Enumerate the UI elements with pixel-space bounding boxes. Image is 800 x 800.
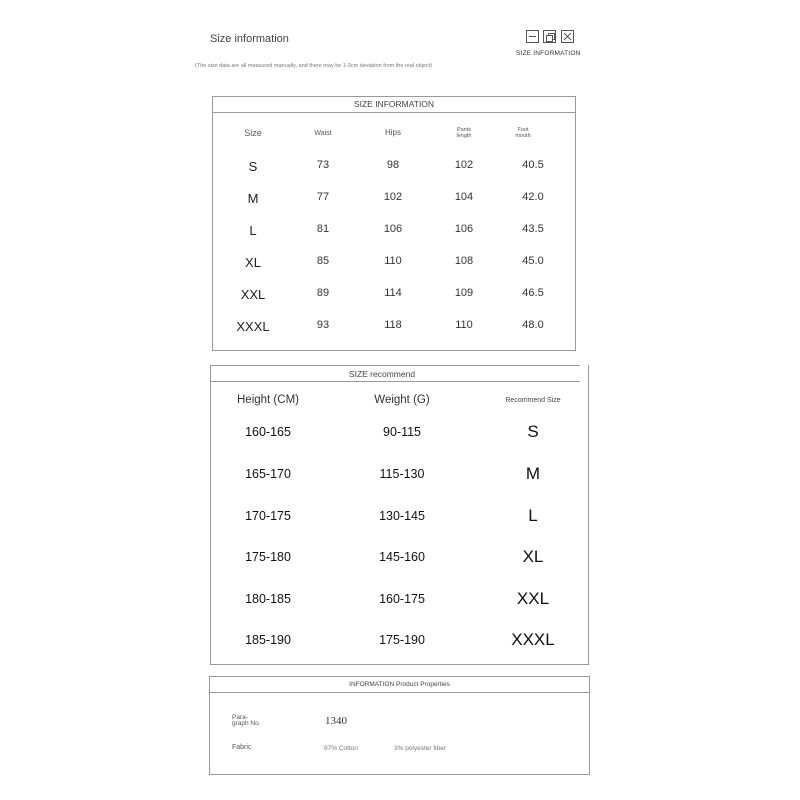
size-label: S — [248, 159, 258, 174]
fabric-label: Fabric — [232, 744, 252, 751]
minimize-icon[interactable] — [526, 30, 539, 43]
column-header-foot-mouth: Foot mouth — [515, 127, 531, 139]
page-title: Size information — [210, 33, 289, 45]
size-label: M — [247, 191, 259, 206]
close-icon[interactable] — [561, 30, 574, 43]
weight-range: 130-145 — [379, 509, 425, 523]
table-cell: 73 — [316, 159, 330, 171]
paragraph-number-label — [232, 715, 261, 727]
size-recommend-table — [210, 365, 589, 665]
height-range: 180-185 — [245, 592, 291, 606]
height-range: 165-170 — [245, 467, 291, 481]
table-cell: 48.0 — [522, 319, 544, 331]
table-cell: 102 — [383, 191, 403, 203]
maximize-icon[interactable] — [543, 30, 556, 43]
recommended-size: L — [528, 506, 538, 525]
recommended-size: XXL — [516, 589, 550, 608]
paragraph-number-value: 1340 — [325, 715, 347, 727]
column-header-recommend-size: Recommend Size — [505, 397, 561, 404]
table-cell: 106 — [383, 223, 403, 235]
table-cell: 40.5 — [522, 159, 544, 171]
table-cell: 118 — [384, 319, 402, 331]
height-range: 175-180 — [245, 550, 291, 564]
height-range: 160-165 — [245, 425, 291, 439]
size-label: L — [249, 223, 257, 238]
table-cell: 114 — [384, 287, 402, 299]
weight-range: 90-115 — [383, 425, 421, 439]
product-properties-panel — [209, 676, 590, 775]
table-cell: 45.0 — [522, 255, 544, 267]
fabric-value-polyester: 3% polyester fiber — [394, 745, 447, 752]
table-cell: 43.5 — [522, 223, 544, 235]
recommended-size: XXXL — [511, 630, 555, 649]
header-right-label: SIZE INFORMATION — [516, 50, 581, 57]
size-label: XXL — [240, 287, 266, 302]
paragraph-label-line-1: Para- — [232, 714, 248, 721]
weight-range: 145-160 — [379, 550, 425, 564]
table-cell: 42.0 — [522, 191, 544, 203]
column-header-hips: Hips — [384, 128, 401, 137]
product-properties-title: INFORMATION Product Properties — [210, 677, 589, 693]
weight-range: 175-190 — [379, 633, 425, 647]
column-header-pants-length: Pants length — [456, 127, 472, 139]
column-header-weight: Weight (G) — [374, 394, 430, 406]
recommended-size: XL — [522, 547, 544, 566]
table-cell: 46.5 — [522, 287, 544, 299]
table-cell: 85 — [316, 255, 330, 267]
size-information-title: SIZE INFORMATION — [213, 97, 575, 113]
table-cell: 89 — [316, 287, 330, 299]
size-recommend-title: SIZE recommend — [348, 369, 416, 379]
size-label: XL — [245, 255, 261, 270]
weight-range: 160-175 — [379, 592, 425, 606]
column-header-waist: Waist — [314, 130, 332, 137]
table-cell: 109 — [454, 287, 474, 299]
table-cell: 108 — [454, 255, 474, 267]
recommended-size: M — [525, 464, 541, 483]
column-header-size: Size — [244, 128, 262, 138]
fabric-value-cotton: 97% Cotton — [324, 745, 358, 752]
size-information-table — [212, 96, 576, 351]
measurement-note: (The size data are all measured manually, and there may be 1-3cm deviation from the real object) — [195, 63, 433, 69]
table-cell: 106 — [454, 223, 474, 235]
size-label: XXXL — [236, 319, 270, 334]
paragraph-label-line-2: graph No. — [232, 720, 261, 727]
table-cell: 93 — [316, 319, 330, 331]
table-cell: 110 — [455, 319, 473, 331]
height-range: 170-175 — [245, 509, 291, 523]
weight-range: 115-130 — [379, 467, 425, 481]
table-cell: 98 — [386, 159, 400, 171]
table-cell: 77 — [316, 191, 330, 203]
table-cell: 81 — [316, 223, 330, 235]
height-range: 185-190 — [245, 633, 291, 647]
table-cell: 110 — [384, 255, 402, 267]
recommended-size: S — [527, 422, 539, 441]
table-cell: 102 — [454, 159, 474, 171]
table-cell: 104 — [454, 191, 474, 203]
column-header-height: Height (CM) — [237, 394, 299, 406]
